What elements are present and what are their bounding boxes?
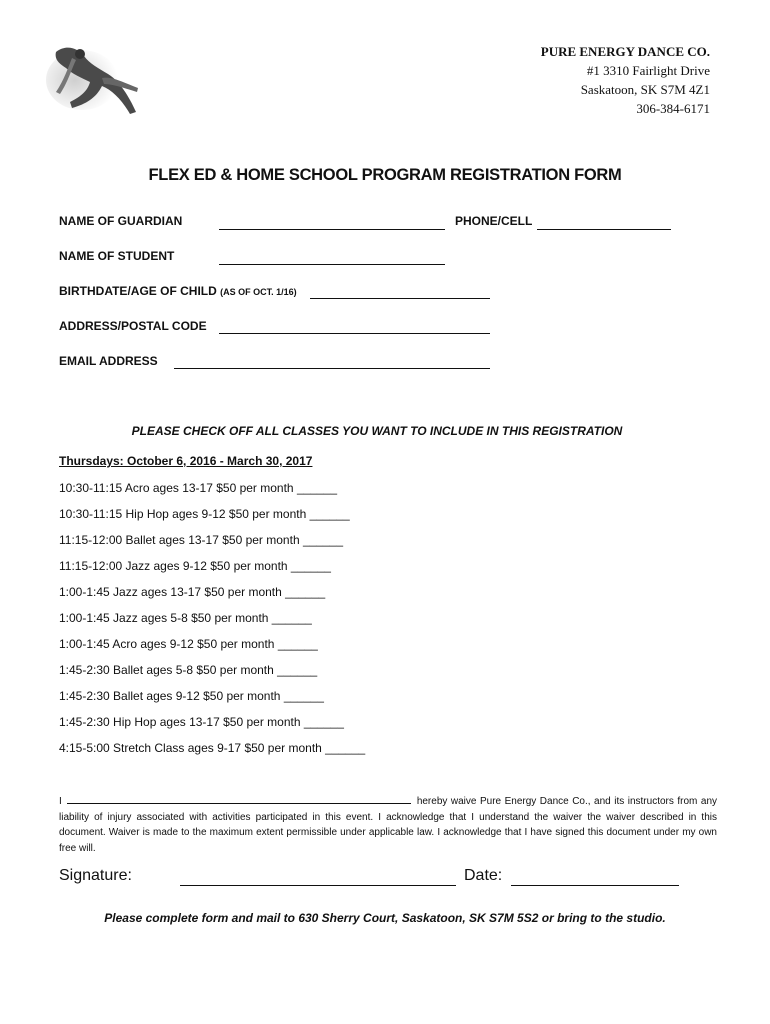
dancer-logo [42, 38, 146, 126]
class-instruction: PLEASE CHECK OFF ALL CLASSES YOU WANT TO INCLUDE IN THIS REGISTRATION [131, 424, 623, 438]
class-item[interactable]: 1:00-1:45 Jazz ages 5-8 $50 per month ______ [59, 611, 312, 625]
organization-header [541, 42, 710, 118]
class-item[interactable]: 1:45-2:30 Ballet ages 9-12 $50 per month ______ [59, 689, 324, 703]
class-item[interactable]: 11:15-12:00 Ballet ages 13-17 $50 per month ______ [59, 533, 343, 547]
class-item[interactable]: 10:30-11:15 Hip Hop ages 9-12 $50 per month ______ [59, 507, 350, 521]
birthdate-label [59, 284, 297, 298]
waiver-text: hereby waive Pure Energy Dance Co., and its instructors from any liability of injury associated with activities participated in this event. I acknowledge that I understand the waiver the waiver described in this document. Waiver is made to the maximum extent permissible under applicable law. I acknowledge that I have signed this document under my own free will. [59, 796, 718, 854]
student-label: NAME OF STUDENT [59, 249, 175, 263]
email-field[interactable] [174, 368, 490, 369]
phone-cell-label: PHONE/CELL [455, 214, 533, 228]
class-item[interactable]: 11:15-12:00 Jazz ages 9-12 $50 per month ______ [59, 559, 331, 573]
birthdate-field[interactable] [310, 298, 490, 299]
class-item[interactable]: 1:00-1:45 Jazz ages 13-17 $50 per month ______ [59, 585, 326, 599]
phone-cell-field[interactable] [537, 229, 671, 230]
class-item[interactable]: 1:45-2:30 Ballet ages 5-8 $50 per month ______ [59, 663, 318, 677]
signature-label: Signature: [59, 867, 132, 884]
class-item[interactable]: 10:30-11:15 Acro ages 13-17 $50 per month ______ [59, 481, 337, 495]
email-label: EMAIL ADDRESS [59, 354, 158, 368]
waiver-paragraph [59, 794, 717, 856]
signature-field[interactable] [180, 885, 456, 886]
class-item[interactable]: 1:45-2:30 Hip Hop ages 13-17 $50 per month ______ [59, 715, 344, 729]
address-label: ADDRESS/POSTAL CODE [59, 319, 207, 333]
date-field[interactable] [511, 885, 679, 886]
class-item[interactable]: 4:15-5:00 Stretch Class ages 9-17 $50 per month ______ [59, 741, 366, 755]
form-title: FLEX ED & HOME SCHOOL PROGRAM REGISTRATION FORM [148, 166, 622, 184]
org-address-line2: Saskatoon, SK S7M 4Z1 [580, 82, 710, 97]
org-phone: 306-384-6171 [636, 101, 710, 116]
birthdate-note: (AS OF OCT. 1/16) [220, 287, 297, 297]
class-item[interactable]: 1:00-1:45 Acro ages 9-12 $50 per month ______ [59, 637, 318, 651]
birthdate-label-text: BIRTHDATE/AGE OF CHILD [59, 284, 217, 298]
schedule-heading: Thursdays: October 6, 2016 - March 30, 2017 [59, 454, 313, 468]
student-field[interactable] [219, 264, 445, 265]
mailing-instruction: Please complete form and mail to 630 Sherry Court, Saskatoon, SK S7M 5S2 or bring to the studio. [104, 911, 666, 925]
waiver-name-field[interactable] [67, 794, 411, 804]
guardian-field[interactable] [219, 229, 445, 230]
address-field[interactable] [219, 333, 490, 334]
waiver-prefix: I [59, 796, 62, 807]
guardian-label: NAME OF GUARDIAN [59, 214, 183, 228]
org-address-line1: #1 3310 Fairlight Drive [586, 63, 710, 78]
org-name: PURE ENERGY DANCE CO. [540, 44, 710, 59]
date-label: Date: [464, 867, 503, 884]
